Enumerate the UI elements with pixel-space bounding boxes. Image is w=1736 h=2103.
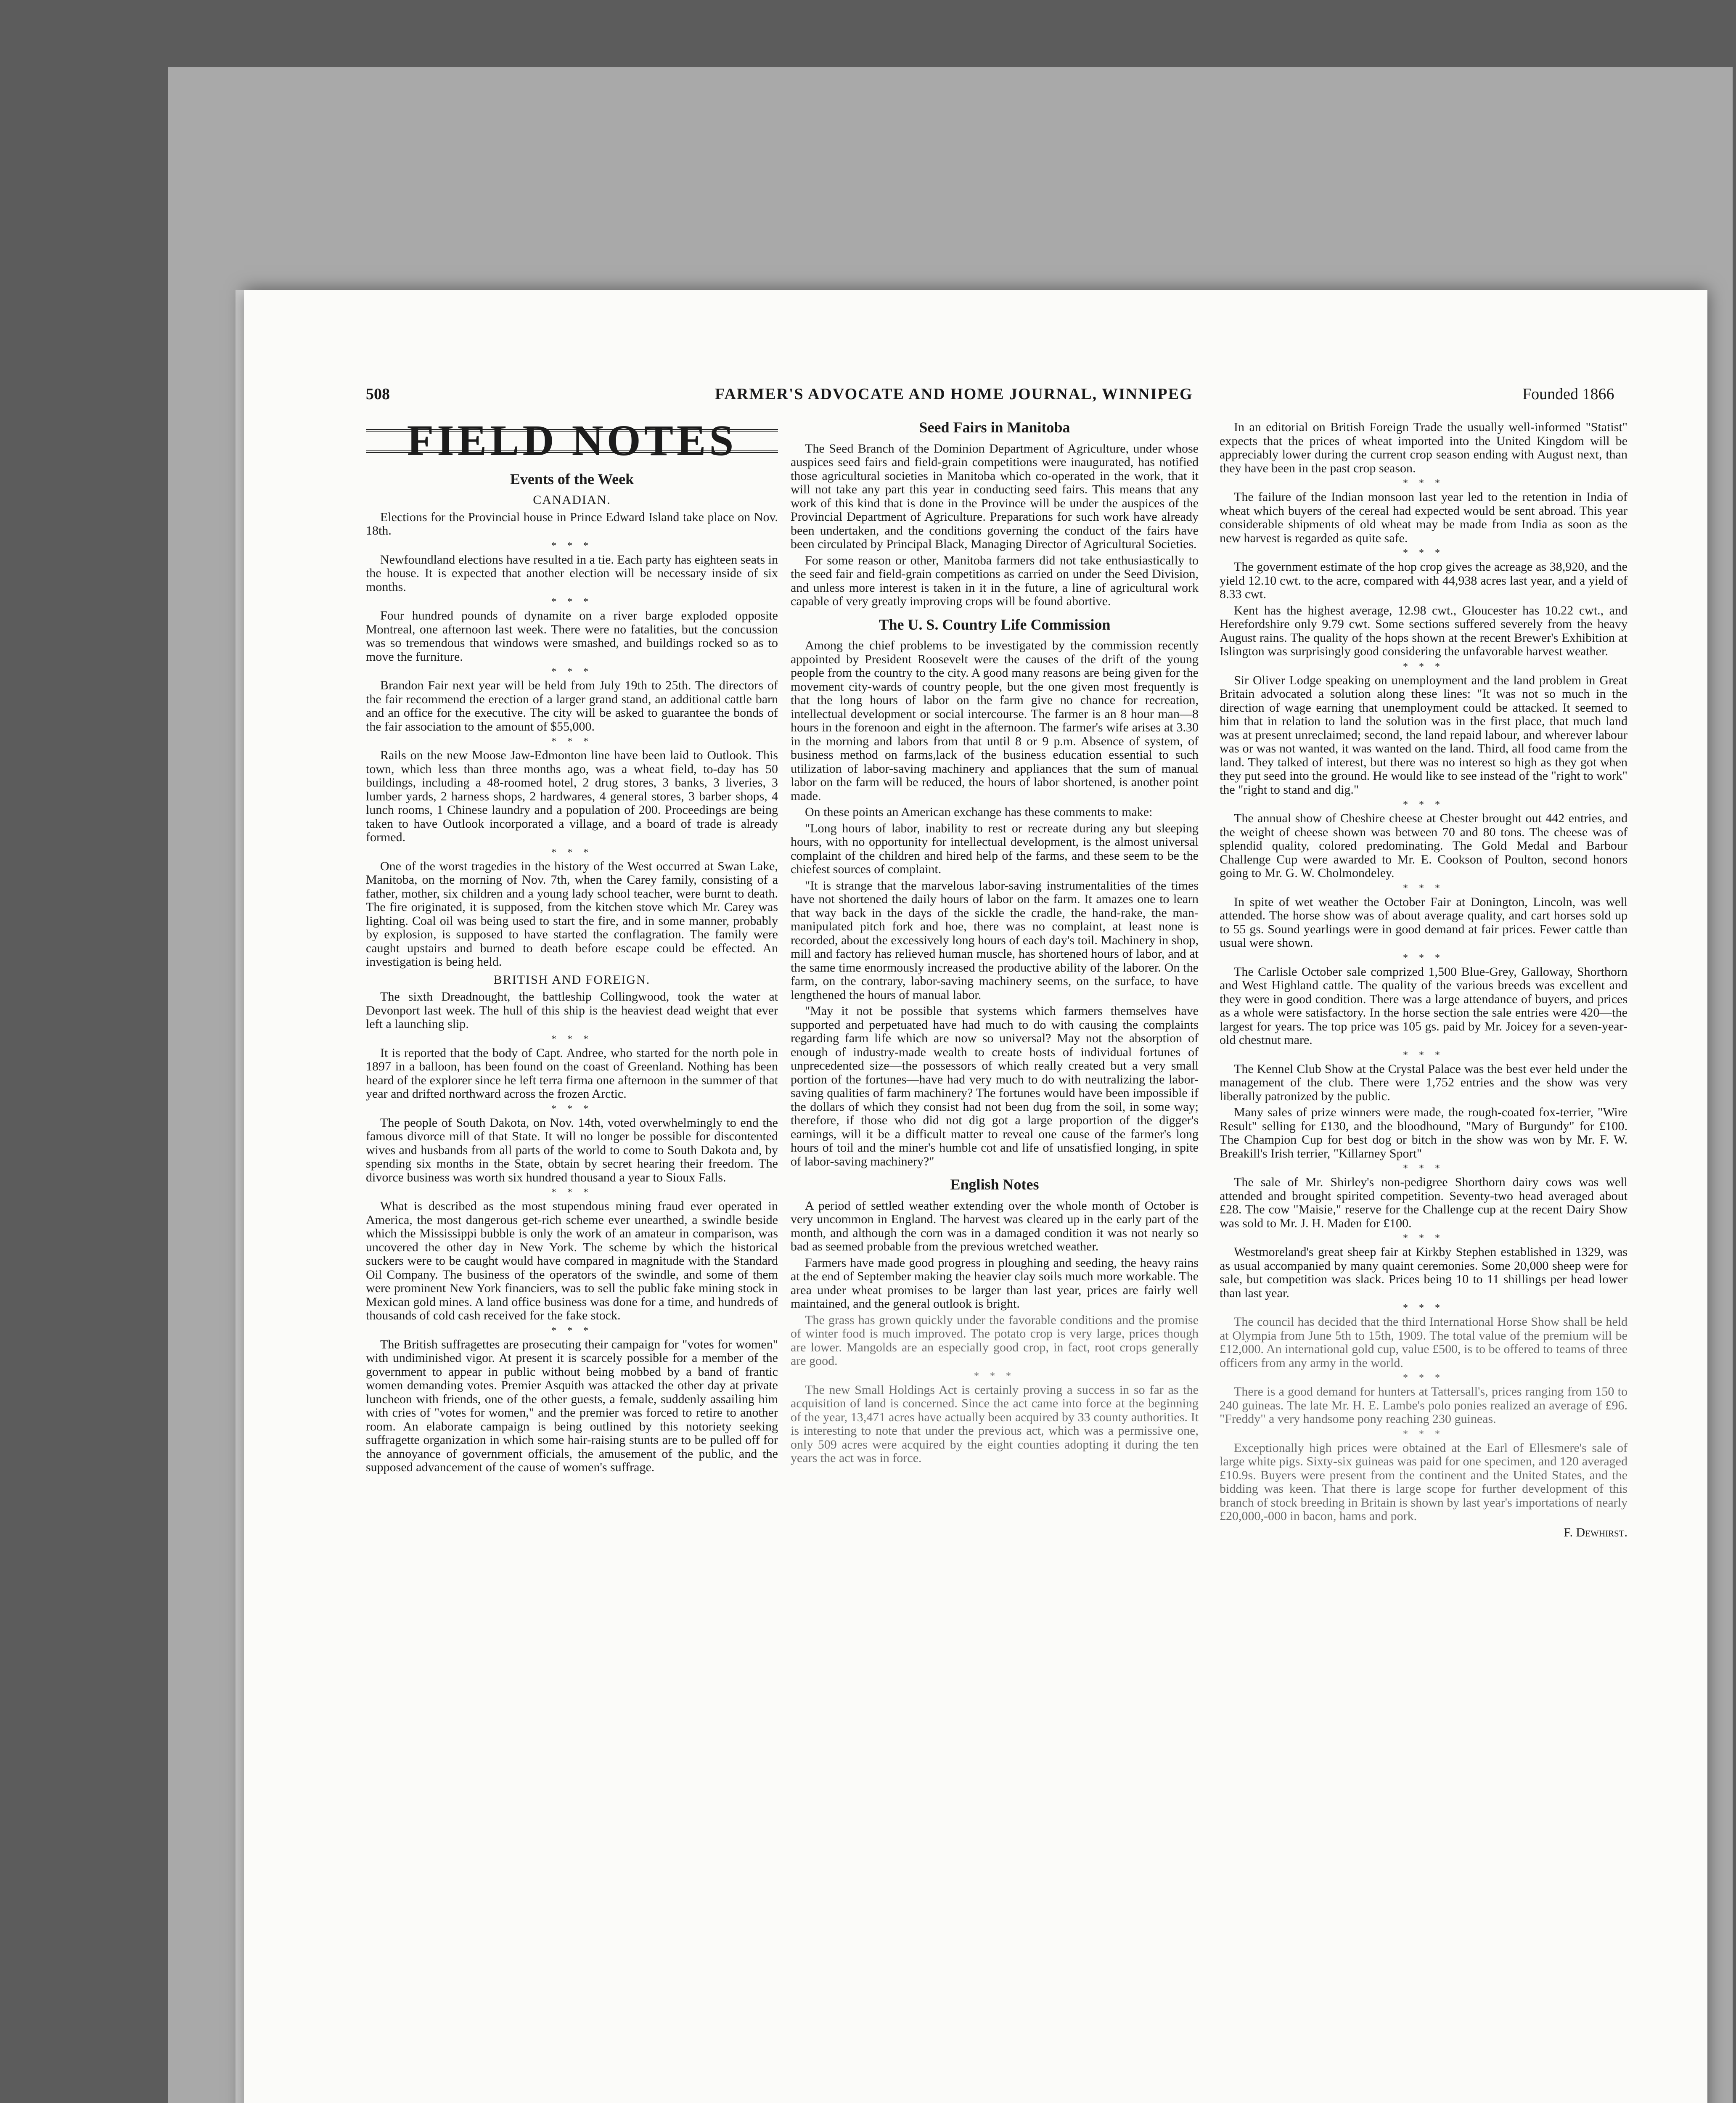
paragraph: On these points an American exchange has these comments to make: — [805, 805, 1153, 819]
signature: F. Dewhirst. — [1564, 1525, 1628, 1539]
column-3 — [1220, 421, 1628, 1542]
separator: * * * — [551, 1325, 593, 1336]
separator: * * * — [1403, 548, 1444, 559]
separator: * * * — [1403, 799, 1444, 810]
paragraph: A period of settled weather extending over the whole month of October is very uncommon in England. The harvest was cleared up in the early part of the month, and although the corn was in a damaged condition it was not nearly so bad as seemed probable from the previous wretched weather. — [791, 1198, 1199, 1253]
paragraph: "It is strange that the marvelous labor-saving instrumentalities of the times have not shortened the daily hours of labor on the farm. It amazes one to learn that way back in the days of the sickle the cradle, the hand-rake, the man-manipulated pitch fork and hoe, there was no complaint, at least none is recorded, about the excessively long hours of each day's toil. Machinery in shop, mill and factory has relieved human muscle, has shortened hours of labor, and at the same time enormously increased the productive ability of the laborer. On the farm, on the contrary, labor-saving machinery seems, on the surface, to have lengthened the hours of manual labor. — [791, 878, 1199, 1002]
paragraph: Farmers have made good progress in ploughing and seeding, the heavy rains at the end of September making the heavier clay soils much more workable. The area under wheat promises to be larger than last year, prices are fairly well maintained, and the general outlook is bright. — [791, 1255, 1199, 1311]
paragraph: The council has decided that the third International Horse Show shall be held at Olympia from June 5th to 15th, 1909. The total value of the premium will be £12,000. An international gold cup, value £500, is to be offered to teams of three officers from any army in the world. — [1220, 1315, 1628, 1370]
paragraph: The Kennel Club Show at the Crystal Palace was the best ever held under the management of the club. There were 1,752 entries and the show was very liberally patronized by the public. — [1220, 1062, 1628, 1103]
paragraph: One of the worst tragedies in the history of the West occurred at Swan Lake, Manitoba, on the morning of Nov. 7th, when the Carey family, consisting of a father, mother, six children and a young lady school teacher, were burnt to death. The fire originated, it is supposed, from the kitchen stove which Mr. Carey was lighting. Coal oil was being used to start the fire, and in some manner, probably by explosion, is supposed to have started the conflagration. The family were caught upstairs and burned to death before escape could be effected. An investigation is being held. — [366, 859, 778, 969]
paragraph: The failure of the Indian monsoon last year led to the retention in India of wheat which buyers of the cereal had expected would be sent abroad. This year considerable shipments of old wheat may be made from India as soon as the new harvest is regarded as quite safe. — [1220, 490, 1628, 545]
separator: * * * — [551, 1103, 593, 1115]
field-notes-banner: FIELD NOTES — [366, 429, 778, 453]
separator: * * * — [1403, 1163, 1444, 1174]
paragraph: Sir Oliver Lodge speaking on unemployment and the land problem in Great Britain advocated a solution along these lines: "It was not so much in the direction of wage earning that unemployment could be attacked. It seemed to him that in relation to land the solution was in the first place, that much land was at present unreclaimed; second, the land repaid labour, and wherever labour was or was not wanted, it was wanted on the land. Third, all food came from the land. They talked of interest, but there was no interest so high as they got when they put seed into the ground. He would like to see instead of the "right to work" the "right to stand and dig." — [1220, 673, 1628, 797]
separator: * * * — [1403, 1428, 1444, 1440]
paragraph: It is reported that the body of Capt. Andree, who started for the north pole in 1897 in a balloon, has been found on the coast of Greenland. Nothing has been heard of the explorer since he left terra firma one afternoon in the summer of that year and drifted northward across the frozen Arctic. — [366, 1046, 778, 1101]
separator: * * * — [1403, 882, 1444, 894]
paragraph: Exceptionally high prices were obtained at the Earl of Ellesmere's sale of large white pigs. Sixty-six guineas was paid for one specimen, and 120 averaged £10.9s. Buyers were present from the continent and the United States, and the bidding was keen. That there is large scope for further development of this branch of stock breeding in Britain is shown by last year's importations of nearly £20,000,-000 in bacon, hams and pork. — [1220, 1441, 1628, 1523]
paragraph: The annual show of Cheshire cheese at Chester brought out 442 entries, and the weight of cheese shown was between 70 and 80 tons. The cheese was of splendid quality, colored predominating. The Gold Medal and Barbour Challenge Cup were awarded to Mr. E. Cookson of Poulton, second honors going to Mr. G. W. Cholmondeley. — [1220, 811, 1628, 880]
separator: * * * — [974, 1370, 1015, 1382]
paragraph: Kent has the highest average, 12.98 cwt., Gloucester has 10.22 cwt., and Herefordshire only 9.79 cwt. Some sections suffered severely from the heavy August rains. The quality of the hops shown at the recent Brewer's Exhibition at Islington was surprisingly good considering the unfavorable harvest weather. — [1220, 603, 1628, 658]
separator: * * * — [551, 596, 593, 607]
separator: * * * — [1403, 1049, 1444, 1061]
paragraph: The British suffragettes are prosecuting their campaign for "votes for women" with undiminished vigor. At present it is scarcely possible for a member of the government to appear in public without being mobbed by a band of frantic women demanding votes. Premier Asquith was attacked the other day at private luncheon with friends, one of the other guests, a female, suddenly assailing him with cries of "votes for women," and the premier was forced to retire to another room. An elaborate campaign is being outlined by this notoriety seeking suffragette organization in which some hair-raising stunts are to be pulled off for the annoyance of government officials, the amusement of the public, and the supposed advancement of the cause of women's suffrage. — [366, 1337, 778, 1474]
separator: * * * — [1403, 478, 1444, 489]
canadian-heading: CANADIAN. — [533, 493, 611, 507]
paragraph: In an editorial on British Foreign Trade the usually well-informed "Statist" expects that the prices of wheat imported into the United Kingdom will be appreciably lower during the current crop season ending with August next, than they have been in the past crop season. — [1220, 420, 1628, 475]
paragraph: In spite of wet weather the October Fair at Donington, Lincoln, was well attended. The horse show was of about average quality, and cart horses sold up to 55 gs. Sound yearlings were in good demand at fair prices. Fewer cattle than usual were shown. — [1220, 895, 1628, 950]
page-number: 508 — [366, 385, 390, 403]
seed-fairs-title: Seed Fairs in Manitoba — [919, 419, 1070, 436]
paragraph: For some reason or other, Manitoba farmers did not take enthusiastically to the seed fair and field-grain competitions as carried on under the Seed Division, and unless more interest is taken in it in the future, a line of agricultural work capable of very greatly improving crops will be found abortive. — [791, 553, 1199, 608]
paragraph: Many sales of prize winners were made, the rough-coated fox-terrier, "Wire Result" selling for £130, and the bloodhound, "Mary of Burgundy" for £100. The Champion Cup for best dog or bitch in the show was won by Mr. F. W. Breakill's Irish terrier, "Killarney Sport" — [1220, 1105, 1628, 1160]
paragraph: What is described as the most stupendous mining fraud ever operated in America, the most dangerous get-rich scheme ever unearthed, a swindle beside which the Mississippi bubble is only the work of an amateur in comparison, was uncovered the other day in New York. The scheme by which the historical suckers were to be caught would have compared in magnitude with the Standard Oil Company. The business of the operators of the swindle, and some of them were prominent New York financiers, was to sell the public fake mining stock in Mexican gold mines. A land office business was done for a time, and hundreds of thousands of cold cash received for the fake stock. — [366, 1199, 778, 1322]
separator: * * * — [551, 1033, 593, 1045]
english-notes-title: English Notes — [950, 1176, 1039, 1193]
paragraph: The sale of Mr. Shirley's non-pedigree Shorthorn dairy cows was well attended and brought spirited competition. Seventy-two head averaged about £28. The cow "Maisie," reserve for the Challenge cup at the recent Dairy Show was sold to Mr. J. H. Maden for £100. — [1220, 1175, 1628, 1230]
paragraph: Rails on the new Moose Jaw-Edmonton line have been laid to Outlook. This town, which less than three months ago, was a wheat field, to-day has 50 buildings, including a 48-roomed hotel, 2 drug stores, 3 banks, 3 liveries, 3 lumber yards, 2 harness shops, 2 hardwares, 4 general stores, 3 barber shops, 4 lunch rooms, 1 Chinese laundry and a population of 200. Proceedings are being taken to have Outlook incorporated a village, and a board of trade is already formed. — [366, 748, 778, 844]
separator: * * * — [1403, 1372, 1444, 1383]
paragraph: The Carlisle October sale comprized 1,500 Blue-Grey, Galloway, Shorthorn and West Highland cattle. The quality of the various breeds was excellent and they were in good condition. There was a large attendance of buyers, and prices as a whole were satisfactory. In the horse section the sale entries were 420—the largest for years. The top price was 105 gs. paid by Mr. Joicey for a seven-year-old chestnut mare. — [1220, 964, 1628, 1047]
paragraph: Newfoundland elections have resulted in a tie. Each party has eighteen seats in the house. It is expected that another election will be necessary inside of six months. — [366, 552, 778, 594]
paragraph: "Long hours of labor, inability to rest or recreate during any but sleeping hours, with no opportunity for intellectual development, is the almost universal complaint of the children and hired help of the farms, and these seem to be the chiefest sources of complaint. — [791, 821, 1199, 876]
column-1 — [366, 416, 778, 1477]
events-title: Events of the Week — [510, 470, 634, 487]
country-life-title: The U. S. Country Life Commission — [879, 616, 1111, 633]
journal-title: FARMER'S ADVOCATE AND HOME JOURNAL, WINNIPEG — [715, 385, 1193, 403]
separator: * * * — [551, 736, 593, 747]
separator: * * * — [551, 1187, 593, 1198]
column-2 — [791, 421, 1199, 1468]
separator: * * * — [551, 847, 593, 858]
paragraph: Four hundred pounds of dynamite on a river barge exploded opposite Montreal, one afternoon last week. There were no fatalities, but the concussion was so tremendous that windows were smashed, and buildings rocked so as to move the furniture. — [366, 609, 778, 664]
separator: * * * — [551, 540, 593, 551]
paragraph: The people of South Dakota, on Nov. 14th, voted overwhelmingly to end the famous divorce mill of that State. It will no longer be possible for discontented wives and husbands from all parts of the world to come to South Dakota and, by spending six months in the State, obtain by secret hearing their freedom. The divorce business was worth six hundred thousand a year to Sioux Falls. — [366, 1115, 778, 1184]
separator: * * * — [1403, 952, 1444, 964]
paragraph: Brandon Fair next year will be held from July 19th to 25th. The directors of the fair recommend the erection of a larger grand stand, an additional cattle barn and an office for the executive. The city will be asked to guarantee the bonds of the fair association to the amount of $55,000. — [366, 678, 778, 734]
paragraph: "May it not be possible that systems which farmers themselves have supported and perpetuated have had much to do with causing the complaints regarding farm life which are now so universal? May not the absorption of enough of industry-made wealth to create hosts of individual fortunes of unprecedented size—the possessors of which really created but a very small portion of the fortunes—have had very much to do with neutralizing the labor-saving qualities of farm machinery? The fortunes would have been impossible if the dollars of which they consist had not been dug from the soil, in some way; therefore, if those who did not dig got a large proportion of the digger's earnings, will it be a difficult matter to reveal one cause of the farmer's long hours of toil and the miner's humble cot and life of unsatisfied longing, in spite of labor-saving machinery?" — [791, 1004, 1199, 1168]
paragraph: Westmoreland's great sheep fair at Kirkby Stephen established in 1329, was as usual accompanied by many quaint ceremonies. Some 20,000 sheep were for sale, but competition was slack. Prices being 10 to 11 shillings per head lower than last year. — [1220, 1245, 1628, 1300]
separator: * * * — [1403, 1233, 1444, 1244]
separator: * * * — [1403, 661, 1444, 672]
british-heading: BRITISH AND FOREIGN. — [493, 972, 651, 987]
paragraph: The government estimate of the hop crop gives the acreage as 38,920, and the yield 12.10 cwt. to the acre, compared with 44,938 acres last year, and a yield of 8.33 cwt. — [1220, 560, 1628, 601]
paragraph: Elections for the Provincial house in Prince Edward Island take place on Nov. 18th. — [366, 510, 778, 538]
paragraph: The Seed Branch of the Dominion Department of Agriculture, under whose auspices seed fairs and field-grain competitions were inaugurated, has notified those agricultural societies in Manitoba which co-operated in the work, that it will not take any part this year in conducting seed fairs. This means that any work of this kind that is done in the Province will be under the auspices of the Provincial Department of Agriculture. Preparations for such work have already been undertaken, and the conditions governing the conduct of the fairs have been circulated by Principal Black, Managing Director of Agricultural Societies. — [791, 441, 1199, 551]
paragraph: The sixth Dreadnought, the battleship Collingwood, took the water at Devonport last week. The hull of this ship is the heaviest dead weight that ever left a launching slip. — [366, 990, 778, 1031]
separator: * * * — [551, 666, 593, 677]
separator: * * * — [1403, 1303, 1444, 1314]
paragraph: There is a good demand for hunters at Tattersall's, prices ranging from 150 to 240 guineas. The late Mr. H. E. Lambe's polo ponies realized an average of £96. "Freddy" a very handsome pony reaching 230 guineas. — [1220, 1385, 1628, 1426]
founded-note: Founded 1866 — [1522, 385, 1614, 403]
paragraph: The new Small Holdings Act is certainly proving a success in so far as the acquisition of land is concerned. Since the act came into force at the beginning of the year, 13,471 acres have actually been acquired by 33 county authorities. It is interesting to note that under the previous act, which was a permissive one, only 509 acres were acquired by the eight counties adopting it during the ten years the act was in force. — [791, 1383, 1199, 1465]
paragraph: Among the chief problems to be investigated by the commission recently appointed by President Roosevelt were the causes of the drift of the young people from the country to the city. A good many reasons are being given for the movement city-wards of country people, but the one given most frequently is that the long hours of labor on the farm give no chance for recreation, intellectual development or social intercourse. The farmer is an 8 hour man—8 hours in the forenoon and eight in the afternoon. The farmer's wife arises at 3.30 in the morning and labors from that until 8 or 9 p.m. Absence of system, of business method on farms,lack of the business education essential to such utilization of labor-saving machinery and appliances that the sum of manual labor on the farm will be reduced, the hours of labor shortened, is another point made. — [791, 638, 1199, 803]
paragraph: The grass has grown quickly under the favorable conditions and the promise of winter food is much improved. The potato crop is very large, prices though are lower. Mangolds are an especially good crop, in fact, root crops generally are good. — [791, 1313, 1199, 1368]
